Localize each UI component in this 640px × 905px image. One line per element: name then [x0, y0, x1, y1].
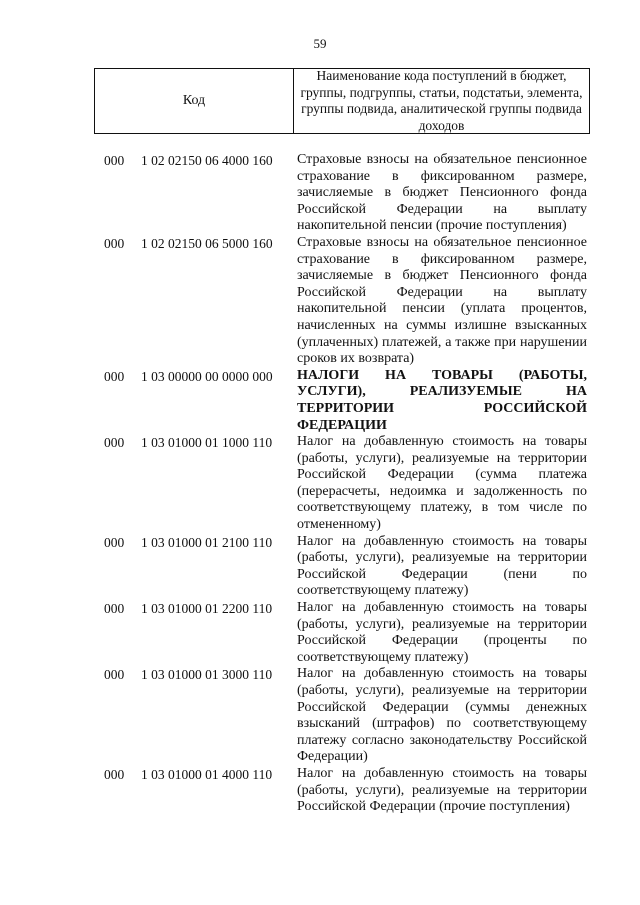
row-admin-code: 000	[104, 153, 125, 168]
row-revenue-code: 1 02 02150 06 4000 160	[141, 153, 273, 168]
row-description: Налог на добавленную стоимость на товары (работы, услуги), реализуемые на территории Российской Федерации (пени по соответствующему платежу)	[297, 533, 587, 599]
table-row	[0, 368, 640, 434]
table-row	[0, 600, 640, 666]
table-row	[0, 766, 640, 816]
row-admin-code: 000	[104, 235, 125, 251]
header-code-label: Код	[95, 69, 294, 133]
row-description: Налог на добавленную стоимость на товары (работы, услуги), реализуемые на территории Российской Федерации (сумма платежа (перерасчеты, недоимка и задолженность по соответствующему платежу, в том числе по отмененному)	[297, 434, 587, 533]
table-row	[0, 235, 640, 368]
row-admin-code: 000	[104, 766, 125, 782]
code-list	[0, 152, 640, 816]
row-admin-code: 000	[104, 435, 125, 451]
row-admin-code: 000	[104, 534, 125, 550]
table-row	[0, 534, 640, 600]
row-revenue-code: 1 03 01000 01 2200 110	[141, 601, 273, 617]
row-revenue-code: 1 03 00000 00 0000 000	[141, 368, 273, 384]
row-description-heading: НАЛОГИ НА ТОВАРЫ (РАБОТЫ, УСЛУГИ), РЕАЛИЗУЕМЫЕ НА ТЕРРИТОРИИ РОССИЙСКОЙ ФЕДЕРАЦИИ	[297, 367, 587, 433]
table-row	[0, 152, 640, 235]
row-admin-code: 000	[104, 368, 125, 384]
row-revenue-code: 1 03 01000 01 4000 110	[141, 766, 273, 782]
row-admin-code: 000	[104, 667, 125, 683]
row-revenue-code: 1 03 01000 01 2100 110	[141, 534, 273, 550]
row-admin-code: 000	[104, 601, 125, 617]
row-revenue-code: 1 02 02150 06 5000 160	[141, 235, 273, 251]
table-header	[94, 68, 590, 134]
row-description: Налог на добавленную стоимость на товары (работы, услуги), реализуемые на территории Российской Федерации (прочие поступления)	[297, 765, 587, 815]
row-revenue-code: 1 03 01000 01 3000 110	[141, 667, 273, 683]
table-row	[0, 434, 640, 534]
table-row	[0, 666, 640, 766]
page-number: 59	[313, 36, 327, 51]
row-revenue-code: 1 03 01000 01 1000 110	[141, 435, 273, 451]
row-description: Налог на добавленную стоимость на товары (работы, услуги), реализуемые на территории Российской Федерации (проценты по соответствующему платежу)	[297, 600, 587, 665]
row-description: Страховые взносы на обязательное пенсионное страхование в фиксированном размере, зачисляемые в бюджет Пенсионного фонда Российской Федерации на выплату накопительной пенсии (прочие поступления)	[297, 152, 587, 234]
row-description: Налог на добавленную стоимость на товары (работы, услуги), реализуемые на территории Российской Федерации (суммы денежных взысканий (штрафов) по соответствующему платежу согласно законодательству Российской Федерации)	[297, 666, 587, 765]
row-description: Страховые взносы на обязательное пенсионное страхование в фиксированном размере, зачисляемые в бюджет Пенсионного фонда Российской Федерации на выплату накопительной пенсии (уплата процентов, начисленных на суммы излишне взысканных (уплаченных) платежей, а также при нарушении сроков их возврата)	[297, 234, 587, 367]
header-name-label: Наименование кода поступлений в бюджет, группы, подгруппы, статьи, подстатьи, элемента, группы подвида, аналитической группы подвида доходов	[300, 68, 583, 133]
